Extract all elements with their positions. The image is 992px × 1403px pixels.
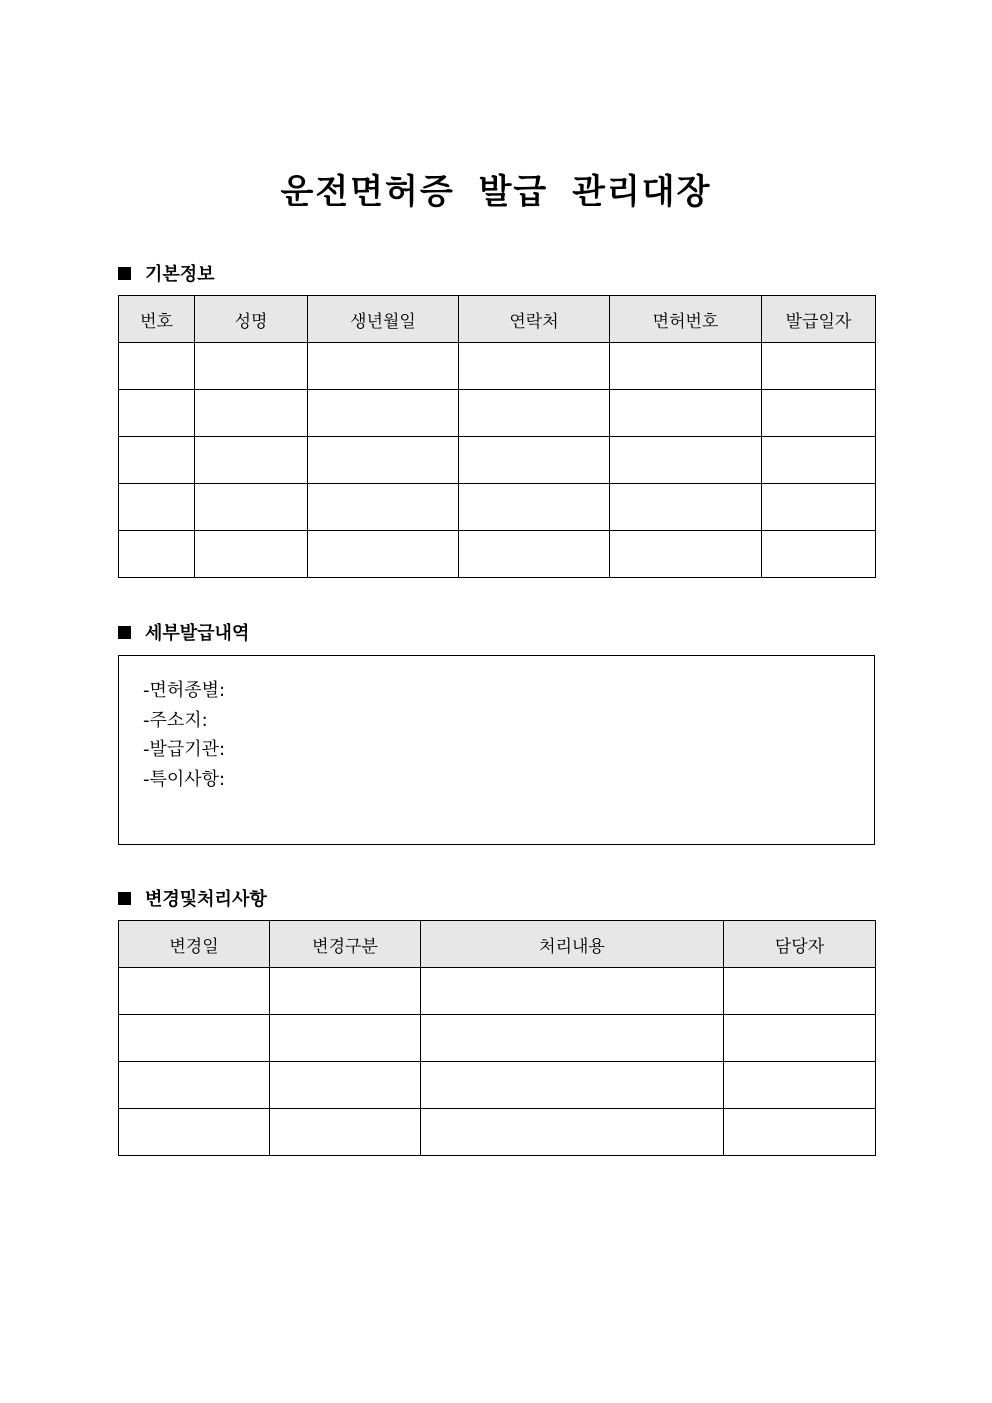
square-bullet-icon [118,626,131,639]
table-row [119,343,876,390]
detail-line-issuer: -발급기관: [143,739,226,760]
table-row [119,484,876,531]
section-heading-basic-info [118,260,215,286]
table-cell[interactable] [724,1015,876,1062]
page-title: 운전면허증 발급 관리대장 [280,172,712,212]
column-header: 변경일 [119,921,270,968]
table-cell[interactable] [195,343,308,390]
table-cell[interactable] [119,968,270,1015]
table-cell[interactable] [308,390,459,437]
table-cell[interactable] [762,390,876,437]
table-cell[interactable] [724,1109,876,1156]
table-cell[interactable] [421,1015,724,1062]
table-cell[interactable] [195,390,308,437]
detail-line-address: -주소지: [143,709,208,731]
table-cell[interactable] [195,437,308,484]
column-header: 처리내용 [421,921,724,968]
section-heading-changes [118,885,267,911]
column-header: 생년월일 [308,296,459,343]
table-cell[interactable] [459,343,610,390]
table-cell[interactable] [308,437,459,484]
column-header: 발급일자 [762,296,876,343]
table-row [119,968,876,1015]
table-cell[interactable] [119,484,195,531]
column-header: 번호 [119,296,195,343]
section-heading-label: 세부발급내역 [145,623,250,644]
table-header-row [119,921,876,968]
table-cell[interactable] [119,531,195,578]
table-cell[interactable] [459,390,610,437]
table-cell[interactable] [459,437,610,484]
column-header: 연락처 [459,296,610,343]
table-cell[interactable] [421,1109,724,1156]
table-cell[interactable] [119,1062,270,1109]
column-header: 변경구분 [270,921,421,968]
section-heading-label: 기본정보 [145,264,215,285]
table-cell[interactable] [119,1015,270,1062]
table-cell[interactable] [308,484,459,531]
table-cell[interactable] [762,343,876,390]
table-cell[interactable] [610,437,762,484]
table-cell[interactable] [195,531,308,578]
column-header: 성명 [195,296,308,343]
table-cell[interactable] [610,531,762,578]
table-row [119,1062,876,1109]
section-heading-detail [118,619,249,645]
table-cell[interactable] [724,1062,876,1109]
table-row [119,1015,876,1062]
table-cell[interactable] [610,390,762,437]
table-cell[interactable] [610,484,762,531]
table-cell[interactable] [308,343,459,390]
detail-box[interactable] [118,655,875,845]
table-cell[interactable] [119,1109,270,1156]
square-bullet-icon [118,892,131,905]
table-header-row [119,296,876,343]
square-bullet-icon [118,267,131,280]
table-cell[interactable] [270,1015,421,1062]
detail-line-license-type: -면허종별: [143,680,226,701]
table-cell[interactable] [270,1062,421,1109]
table-cell[interactable] [270,968,421,1015]
column-header: 면허번호 [610,296,762,343]
table-cell[interactable] [119,390,195,437]
table-cell[interactable] [421,968,724,1015]
table-cell[interactable] [119,343,195,390]
table-cell[interactable] [610,343,762,390]
changes-table [118,920,876,1156]
table-row [119,390,876,437]
table-row [119,1109,876,1156]
table-cell[interactable] [459,531,610,578]
table-cell[interactable] [762,437,876,484]
table-cell[interactable] [459,484,610,531]
table-cell[interactable] [195,484,308,531]
table-cell[interactable] [762,531,876,578]
detail-line-notes: -특이사항: [143,768,226,790]
table-row [119,437,876,484]
basic-info-table [118,295,876,578]
column-header: 담당자 [724,921,876,968]
table-cell[interactable] [308,531,459,578]
table-cell[interactable] [421,1062,724,1109]
section-heading-label: 변경및처리사항 [145,889,267,910]
table-cell[interactable] [270,1109,421,1156]
table-cell[interactable] [762,484,876,531]
table-row [119,531,876,578]
table-cell[interactable] [119,437,195,484]
table-cell[interactable] [724,968,876,1015]
